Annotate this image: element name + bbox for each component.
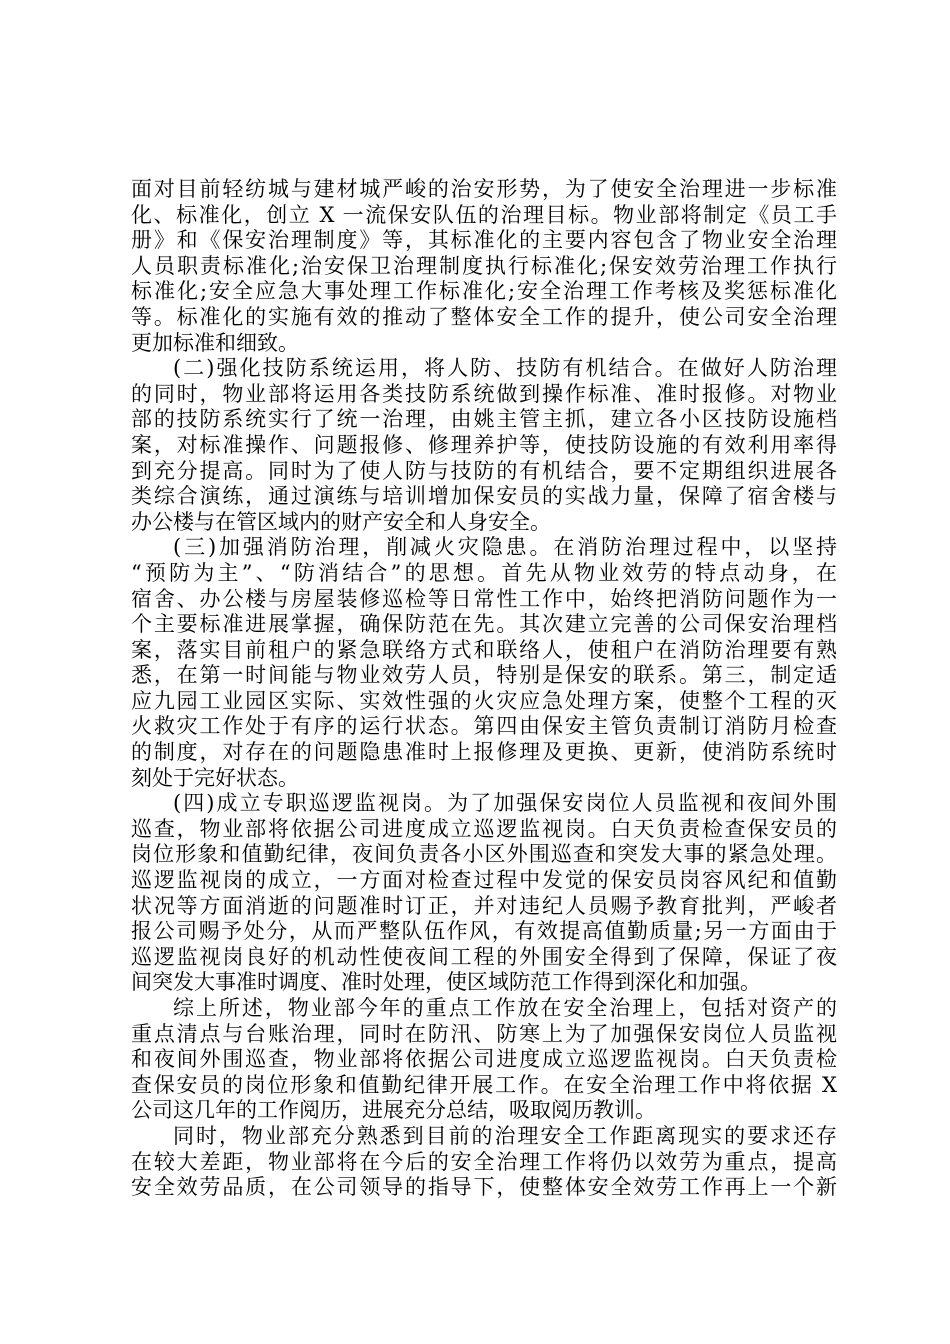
paragraph-heading-line: (二)强化技防系统运用，将人防、技防有机结合。在做好人防治理: [173, 356, 837, 381]
text-line: 案，落实目前租户的紧急联络方式和联络人，使租户在消防治理要有熟: [131, 637, 837, 662]
text-line: 化、标准化，创立 X 一流保安队伍的治理目标。物业部将制定《员工手: [131, 202, 837, 227]
text-line: 到充分提高。同时为了使人防与技防的有机结合，要不定期组织进展各: [131, 458, 837, 483]
text-line: 悉，在第一时间能与物业效劳人员，特别是保安的联系。第三，制定适: [131, 663, 837, 688]
text-line: 刻处于完好状态。: [131, 765, 299, 790]
text-line: 在较大差距，物业部将在今后的安全治理工作将仍以效劳为重点，提高: [131, 1149, 837, 1174]
paragraph-heading-line: (四)成立专职巡逻监视岗。为了加强保安岗位人员监视和夜间外围: [173, 791, 837, 816]
text-line: 火救灾工作处于有序的运行状态。第四由保安主管负责制订消防月检查: [131, 714, 837, 739]
text-line: 状况等方面消逝的问题准时订正，并对违纪人员赐予教育批判，严峻者: [131, 893, 837, 918]
text-line: 查保安员的岗位形象和值勤纪律开展工作。在安全治理工作中将依据 X: [131, 1072, 837, 1097]
text-line: 巡查，物业部将依据公司进度成立巡逻监视岗。白天负责检查保安员的: [131, 816, 837, 841]
text-line: 公司这几年的工作阅历，进展充分总结，吸取阅历教训。: [131, 1098, 656, 1123]
body-text: [131, 177, 837, 1201]
text-line: 巡逻监视岗的成立，一方面对检查过程中发觉的保安员岗容风纪和值勤: [131, 868, 837, 893]
text-line: 案，对标准操作、问题报修、修理养护等，使技防设施的有效利用率得: [131, 432, 837, 457]
text-line: 面对目前轻纺城与建材城严峻的治安形势，为了使安全治理进一步标准: [131, 177, 837, 201]
text-line: 报公司赐予处分，从而严整队伍作风，有效提高值勤质量;另一方面由于: [131, 919, 837, 944]
text-line: 类综合演练，通过演练与培训增加保安员的实战力量，保障了宿舍楼与: [131, 484, 837, 509]
paragraph-first-line: 综上所述，物业部今年的重点工作放在安全治理上，包括对资产的: [173, 996, 837, 1020]
text-line: 的同时，物业部将运用各类技防系统做到操作标准、准时报修。对物业: [131, 381, 837, 406]
text-line: 岗位形象和值勤纪律，夜间负责各小区外围巡查和突发大事的紧急处理。: [131, 842, 837, 867]
text-line: 更加标准和细致。: [131, 330, 299, 355]
paragraph-first-line: 同时，物业部充分熟悉到目前的治理安全工作距离现实的要求还存: [173, 1123, 837, 1148]
text-line: 部的技防系统实行了统一治理，由姚主管主抓，建立各小区技防设施档: [131, 407, 837, 432]
text-line: 办公楼与在管区域内的财产安全和人身安全。: [131, 509, 551, 534]
text-line: 重点清点与台账治理，同时在防汛、防寒上为了加强保安岗位人员监视: [131, 1021, 837, 1046]
text-line: 和夜间外围巡查，物业部将依据公司进度成立巡逻监视岗。白天负责检: [131, 1047, 837, 1072]
text-line: 宿舍、办公楼与房屋装修巡检等日常性工作中，始终把消防问题作为一: [131, 586, 837, 611]
text-line: 标准化;安全应急大事处理工作标准化;安全治理工作考核及奖惩标准化: [131, 279, 837, 304]
text-line: 安全效劳品质，在公司领导的指导下，使整体安全效劳工作再上一个新: [131, 1175, 837, 1200]
paragraph-heading-line: (三)加强消防治理，削减火灾隐患。在消防治理过程中，以坚持: [173, 535, 837, 560]
text-line: 等。标准化的实施有效的推动了整体安全工作的提升，使公司安全治理: [131, 304, 837, 329]
text-line: 巡逻监视岗良好的机动性使夜间工程的外围安全得到了保障，保证了夜: [131, 944, 837, 969]
text-line: 人员职责标准化;治安保卫治理制度执行标准化;保安效劳治理工作执行: [131, 253, 837, 278]
text-line: 间突发大事准时调度、准时处理，使区域防范工作得到深化和加强。: [131, 970, 761, 995]
text-line: 个主要标准进展掌握，确保防范在先。其次建立完善的公司保安治理档: [131, 612, 837, 637]
text-line: 的制度，对存在的问题隐患准时上报修理及更换、更新，使消防系统时: [131, 740, 837, 765]
text-line: 册》和《保安治理制度》等，其标准化的主要内容包含了物业安全治理: [131, 228, 837, 253]
text-line: “预防为主”、“防消结合”的思想。首先从物业效劳的特点动身，在: [131, 560, 837, 585]
text-line: 应九园工业园区实际、实效性强的火灾应急处理方案，使整个工程的灭: [131, 688, 837, 713]
